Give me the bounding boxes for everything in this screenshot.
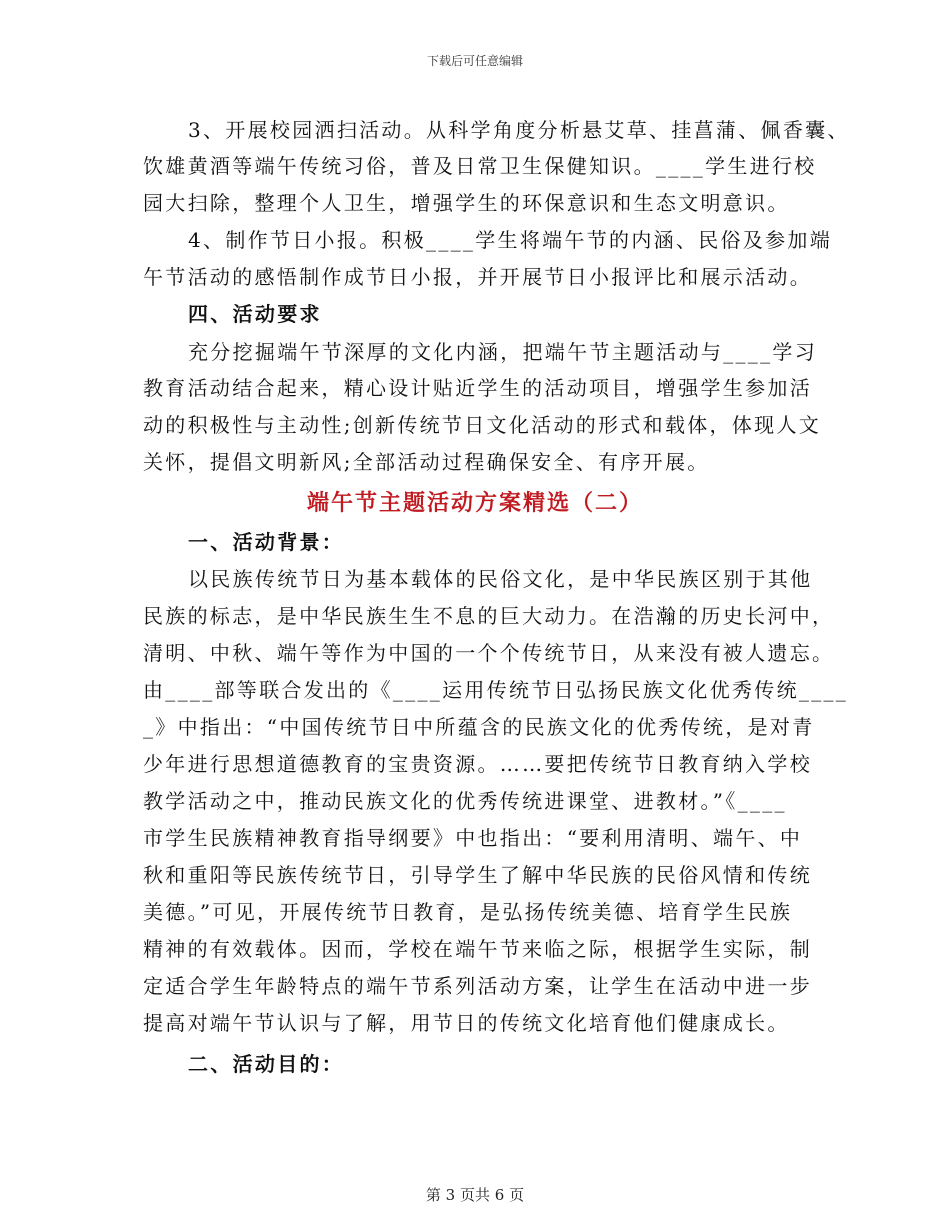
paragraph-line: 市学生民族精神教育指导纲要》中也指出：“要利用清明、端午、中	[143, 826, 803, 850]
paragraph-line: 教学活动之中，推动民族文化的优秀传统进课堂、进教材。”《____	[143, 789, 787, 813]
paragraph-line: _》中指出：“中国传统节日中所蕴含的民族文化的优秀传统，是对青	[143, 715, 815, 739]
paragraph-line: 3、开展校园洒扫活动。从科学角度分析悬艾草、挂菖蒲、佩香囊、	[188, 118, 850, 142]
paragraph-line: 提高对端午节认识与了解，用节日的传统文化培育他们健康成长。	[143, 1011, 790, 1035]
paragraph-line: 以民族传统节日为基本载体的民俗文化，是中华民族区别于其他	[188, 567, 813, 591]
section-heading: 二、活动目的：	[188, 1052, 345, 1076]
paragraph-line: 定适合学生年龄特点的端午节系列活动方案，让学生在活动中进一步	[143, 974, 812, 998]
paragraph-line: 午节活动的感悟制作成节日小报，并开展节日小报评比和展示活动。	[143, 265, 812, 289]
paragraph-line: 清明、中秋、端午等作为中国的一个个传统节日，从来没有被人遗忘。	[143, 641, 835, 665]
paragraph-line: 关怀，提倡文明新风;全部活动过程确保安全、有序开展。	[143, 450, 710, 474]
section-heading: 四、活动要求	[188, 302, 322, 326]
paragraph-line: 秋和重阳等民族传统节日，引导学生了解中华民族的民俗风情和传统	[143, 863, 812, 887]
paragraph-line: 少年进行思想道德教育的宝贵资源。……要把传统节日教育纳入学校	[143, 752, 812, 776]
paragraph-line: 精神的有效载体。因而，学校在端午节来临之际，根据学生实际，制	[143, 937, 812, 961]
paragraph-line: 4、制作节日小报。积极____学生将端午节的内涵、民俗及参加端	[188, 228, 833, 252]
paragraph-line: 动的积极性与主动性;创新传统节日文化活动的形式和载体，体现人文	[143, 413, 822, 437]
paragraph-line: 饮雄黄酒等端午传统习俗，普及日常卫生保健知识。____学生进行校	[143, 154, 817, 178]
document-title: 端午节主题活动方案精选（二）	[306, 490, 643, 516]
paragraph-line: 教育活动结合起来，精心设计贴近学生的活动项目，增强学生参加活	[143, 376, 812, 400]
paragraph-line: 由____部等联合发出的《____运用传统节日弘扬民族文化优秀传统____	[143, 678, 849, 702]
paragraph-line: 美德。”可见，开展传统节日教育，是弘扬传统美德、培育学生民族	[143, 900, 793, 924]
paragraph-line: 充分挖掘端午节深厚的文化内涵，把端午节主题活动与____学习	[188, 340, 817, 364]
section-heading: 一、活动背景：	[188, 530, 345, 554]
header-note: 下载后可任意编辑	[426, 54, 523, 68]
page-number: 第 3 页共 6 页	[425, 1186, 525, 1204]
paragraph-line: 民族的标志，是中华民族生生不息的巨大动力。在浩瀚的历史长河中，	[143, 604, 835, 628]
paragraph-line: 园大扫除，整理个人卫生，增强学生的环保意识和生态文明意识。	[143, 191, 790, 215]
